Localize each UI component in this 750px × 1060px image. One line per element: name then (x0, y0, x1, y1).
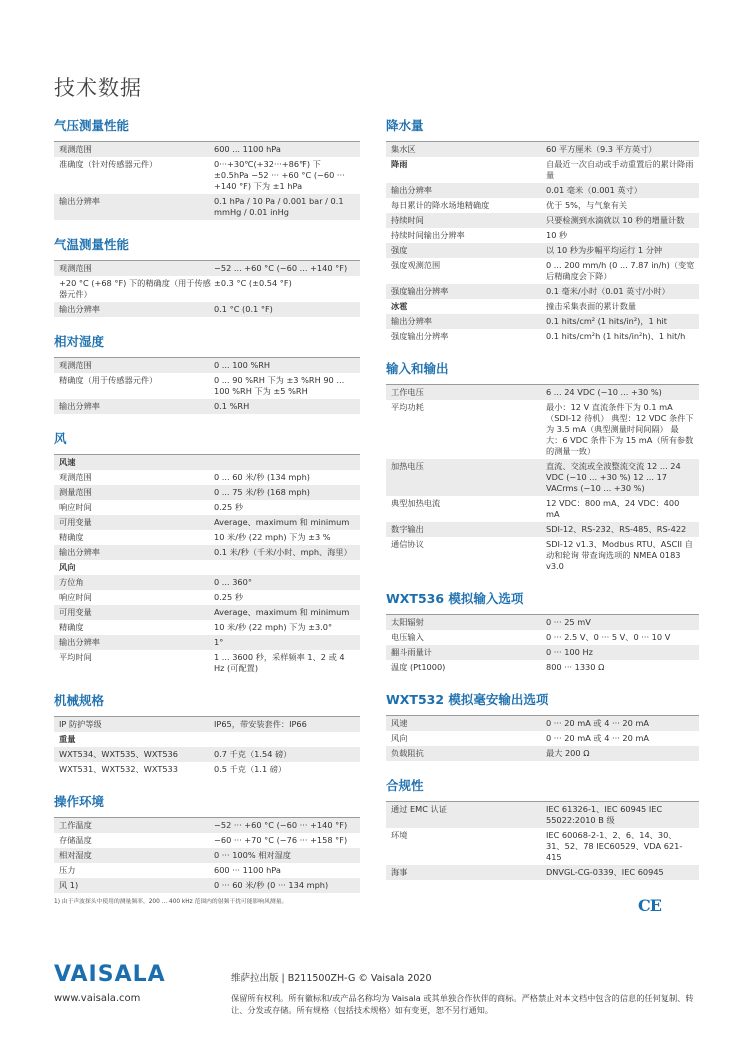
spec-row (386, 385, 699, 400)
spec-row (386, 828, 699, 865)
spec-label: 风 1) (59, 880, 79, 890)
spec-label: 负载阻抗 (391, 748, 424, 758)
page-title: 技术数据 (54, 76, 142, 100)
spec-label: 翻斗雨量计 (391, 647, 432, 657)
spec-label: 风速 (59, 457, 76, 467)
spec-value: 0···+30℃(+32···+86℉) 下 ±0.5hPa −52 ··· +60 °C (−60 ··· +140 °F) 下为 ±1 hPa (214, 159, 345, 191)
spec-label: 平均功耗 (391, 402, 424, 412)
spec-row (386, 329, 699, 344)
spec-value: 0 ··· 25 mV (546, 617, 591, 627)
spec-value: 800 ··· 1330 Ω (546, 662, 605, 672)
spec-value: IEC 60068-2-1、2、6、14、30、31、52、78 IEC60529、VDA 621-415 (546, 830, 683, 862)
spec-row (386, 157, 699, 183)
spec-label: 强度 (391, 245, 408, 255)
spec-label: 精确度（用于传感器元件） (59, 375, 158, 385)
spec-value: 12 VDC：800 mA、24 VDC：400 mA (546, 498, 680, 519)
spec-label: 可用变量 (59, 517, 92, 527)
precipitation-section (386, 118, 699, 344)
spec-value: 0.25 秒 (214, 502, 244, 512)
spec-row (54, 157, 360, 194)
spec-row (54, 500, 360, 515)
spec-row (386, 459, 699, 496)
spec-row (386, 213, 699, 228)
spec-label: 工作电压 (391, 387, 424, 397)
spec-value (214, 562, 360, 573)
spec-value: 0.1 °C (0.1 °F) (214, 304, 273, 314)
spec-label: 输出分辨率 (59, 304, 100, 314)
spec-value: 0 ... 200 mm/h (0 ... 7.87 in/h)（变宽后精确度会下降） (546, 260, 695, 281)
spec-row (386, 496, 699, 522)
spec-value (214, 734, 360, 745)
spec-value: 0 ... 360° (214, 577, 252, 587)
spec-row (54, 620, 360, 635)
spec-row (54, 455, 360, 470)
spec-label: 强度输出分辨率 (391, 331, 449, 341)
spec-value: 600 ... 1100 hPa (214, 144, 281, 154)
spec-value: 最小：12 V 直流条件下为 0.1 mA（SDI-12 待机） 典型：12 VDC 条件下为 3.5 mA（典型测量时间间隔） 最大：6 VDC 条件下为 15 mA（所有参数的测量一致） (546, 402, 694, 456)
spec-row (54, 276, 360, 302)
spec-row (386, 731, 699, 746)
vaisala-logo (54, 962, 166, 1004)
spec-label: 精确度 (59, 532, 84, 542)
spec-label: 观测范围 (59, 360, 92, 370)
compliance-section (386, 778, 699, 880)
spec-label: 精确度 (59, 622, 84, 632)
spec-row (386, 142, 699, 157)
spec-value: 0.1 毫米/小时（0.01 英寸/小时） (546, 286, 670, 296)
spec-label: 方位角 (59, 577, 84, 587)
spec-value: DNVGL-CG-0339、IEC 60945 (546, 867, 664, 877)
spec-row (54, 399, 360, 414)
spec-value: 0 ··· 2.5 V、0 ··· 5 V、0 ··· 10 V (546, 632, 671, 642)
section-heading: 输入和输出 (386, 361, 449, 376)
section-heading: 合规性 (386, 778, 424, 793)
spec-label: 通信协议 (391, 539, 424, 549)
spec-label: 准确度（针对传感器元件） (59, 159, 158, 169)
spec-label: 降雨 (391, 159, 408, 169)
spec-row (54, 530, 360, 545)
spec-row (54, 575, 360, 590)
spec-label: 电压输入 (391, 632, 424, 642)
analog-output-section (386, 692, 699, 761)
spec-value: 0.5 千克（1.1 磅） (214, 764, 287, 774)
spec-label: 压力 (59, 865, 76, 875)
spec-value: 0 ··· 100 Hz (546, 647, 593, 657)
spec-value: ±0.3 °C (±0.54 °F) (214, 278, 292, 288)
spec-label: 响应时间 (59, 502, 92, 512)
spec-value: 0.7 千克（1.54 磅） (214, 749, 292, 759)
analog-input-section (386, 591, 699, 675)
spec-value: 600 ··· 1100 hPa (214, 865, 281, 875)
spec-row (386, 645, 699, 660)
spec-row (54, 194, 360, 220)
environment-section (54, 794, 360, 906)
spec-value: −52 ... +60 °C (−60 ... +140 °F) (214, 263, 348, 273)
spec-value: IP65，带安装套件：IP66 (214, 719, 307, 729)
spec-value: 直流、交流或全波整流交流 12 ... 24 VDC (−10 ... +30 %) 12 ... 17 VACrms (−10 ... +30 %) (546, 461, 681, 493)
io-section (386, 361, 699, 574)
spec-row (386, 198, 699, 213)
spec-label: +20 °C (+68 °F) 下的精确度（用于传感器元件） (59, 278, 211, 299)
spec-value: 0.01 毫米（0.001 英寸） (546, 185, 642, 195)
spec-row (54, 635, 360, 650)
spec-row (54, 358, 360, 373)
spec-row (54, 878, 360, 893)
spec-row (54, 515, 360, 530)
spec-value: 最大 200 Ω (546, 748, 590, 758)
spec-label: 风向 (391, 733, 408, 743)
spec-value: 10 秒 (546, 230, 568, 240)
temperature-section (54, 237, 360, 317)
wind-section (54, 431, 360, 676)
spec-value: SDI-12 v1.3、Modbus RTU、ASCII 自动和轮询 带查询选项的 NMEA 0183 v3.0 (546, 539, 693, 571)
spec-label: 环境 (391, 830, 408, 840)
spec-row (54, 833, 360, 848)
legal-notice: 保留所有权利。所有徽标和/或产品名称均为 Vaisala 或其单独合作伙伴的商标。严格禁止对本文档中包含的信息的任何复制、转让、分发或存储。所有规格（包括技术规格）如有变更，恕不另行通知。 (231, 993, 694, 1015)
spec-label: WXT534、WXT535、WXT536 (59, 749, 178, 759)
spec-row (54, 545, 360, 560)
left-column (54, 118, 360, 923)
spec-row (386, 400, 699, 459)
spec-label: 输出分辨率 (59, 196, 100, 206)
spec-value: 0.1 hits/cm²h (1 hits/in²h)、1 hit/h (546, 331, 686, 341)
spec-row (54, 605, 360, 620)
spec-value: 0.1 米/秒（千米/小时、mph、海里） (214, 547, 352, 557)
spec-value: SDI-12、RS-232、RS-485、RS-422 (546, 524, 687, 534)
spec-value: IEC 61326-1、IEC 60945 IEC 55022:2010 B 级 (546, 804, 663, 825)
spec-value: 只要检测到水滴就以 10 秒的增量计数 (546, 215, 685, 225)
spec-row (386, 865, 699, 880)
spec-value: 0.25 秒 (214, 592, 244, 602)
spec-row (54, 373, 360, 399)
spec-value: 自最近一次自动或手动重置后的累计降雨量 (546, 159, 694, 180)
spec-row (386, 243, 699, 258)
spec-value: Average、maximum 和 minimum (214, 517, 350, 527)
spec-label: 每日累计的降水场地精确度 (391, 200, 490, 210)
section-heading: 气温测量性能 (54, 237, 130, 252)
spec-label: 观测范围 (59, 472, 92, 482)
spec-value: 0 ... 75 米/秒 (168 mph) (214, 487, 310, 497)
spec-value: 优于 5%，与气象有关 (546, 200, 628, 210)
footnote: 1) 由于声波探头中使用的测量频率，200 ... 400 kHz 范围内的射频干扰可能影响风测量。 (54, 899, 288, 905)
spec-value: 0.1 hits/cm² (1 hits/in²)，1 hit (546, 316, 668, 326)
spec-row (386, 228, 699, 243)
spec-label: 强度观测范围 (391, 260, 441, 270)
spec-label: 可用变量 (59, 607, 92, 617)
website-link[interactable]: www.vaisala.com (54, 993, 141, 1004)
spec-value: 撞击采集表面的累计数量 (546, 301, 637, 311)
spec-row (386, 660, 699, 675)
spec-row (54, 650, 360, 676)
spec-value: 6 ... 24 VDC (−10 ... +30 %) (546, 387, 662, 397)
spec-label: IP 防护等级 (59, 719, 102, 729)
section-heading: 相对湿度 (54, 334, 105, 349)
spec-row (386, 630, 699, 645)
spec-label: 响应时间 (59, 592, 92, 602)
section-heading: WXT536 模拟输入选项 (386, 591, 524, 606)
spec-label: 输出分辨率 (59, 547, 100, 557)
spec-label: 重量 (59, 734, 76, 744)
spec-label: 存储温度 (59, 835, 92, 845)
spec-label: 观测范围 (59, 144, 92, 154)
spec-label: 观测范围 (59, 263, 92, 273)
spec-row (386, 537, 699, 574)
spec-value: 以 10 秒为步幅平均运行 1 分钟 (546, 245, 663, 255)
spec-label: 工作温度 (59, 820, 92, 830)
spec-label: 海事 (391, 867, 408, 877)
spec-value: 0 ··· 20 mA 或 4 ··· 20 mA (546, 733, 650, 743)
spec-row (386, 802, 699, 828)
spec-row (54, 142, 360, 157)
spec-label: WXT531、WXT532、WXT533 (59, 764, 178, 774)
spec-value: 0 ... 60 米/秒 (134 mph) (214, 472, 310, 482)
spec-value: 0.1 %RH (214, 401, 250, 411)
spec-label: 输出分辨率 (59, 637, 100, 647)
section-heading: 操作环境 (54, 794, 105, 809)
spec-value: 0.1 hPa / 10 Pa / 0.001 bar / 0.1 mmHg / 0.01 inHg (214, 196, 344, 217)
spec-label: 测量范围 (59, 487, 92, 497)
spec-row (54, 818, 360, 833)
spec-row (386, 284, 699, 299)
ce-mark-logo: CE (638, 896, 661, 915)
spec-value: 0 ··· 100% 相对湿度 (214, 850, 291, 860)
section-heading: WXT532 模拟毫安输出选项 (386, 692, 549, 707)
spec-value: 0 ... 90 %RH 下为 ±3 %RH 90 ... 100 %RH 下为 ±5 %RH (214, 375, 345, 396)
spec-label: 典型加热电流 (391, 498, 441, 508)
spec-row (54, 747, 360, 762)
mechanical-section (54, 693, 360, 777)
section-heading: 机械规格 (54, 693, 105, 708)
spec-label: 相对湿度 (59, 850, 92, 860)
section-heading: 降水量 (386, 118, 424, 133)
spec-label: 温度 (Pt1000) (391, 662, 446, 672)
spec-row (54, 302, 360, 317)
spec-label: 风速 (391, 718, 408, 728)
spec-row (386, 258, 699, 284)
logo-wordmark: VAISALA (54, 962, 166, 987)
spec-row (54, 863, 360, 878)
section-heading: 风 (54, 431, 67, 446)
spec-row (386, 183, 699, 198)
spec-row (54, 261, 360, 276)
spec-label: 输出分辨率 (391, 185, 432, 195)
spec-label: 通过 EMC 认证 (391, 804, 447, 814)
spec-value: Average、maximum 和 minimum (214, 607, 350, 617)
spec-label: 冰雹 (391, 301, 408, 311)
spec-label: 强度输出分辨率 (391, 286, 449, 296)
spec-row (386, 299, 699, 314)
publication-id: 维萨拉出版 | B211500ZH-G © Vaisala 2020 (231, 973, 432, 984)
spec-value: 60 平方厘米（9.3 平方英寸） (546, 144, 657, 154)
spec-row (54, 848, 360, 863)
spec-value: 0 ··· 60 米/秒 (0 ··· 134 mph) (214, 880, 329, 890)
spec-value: 10 米/秒 (22 mph) 下为 ±3.0° (214, 622, 333, 632)
spec-row (54, 732, 360, 747)
spec-label: 持续时间 (391, 215, 424, 225)
spec-row (386, 615, 699, 630)
spec-row (386, 746, 699, 761)
spec-value: 1° (214, 637, 224, 647)
spec-label: 太阳辐射 (391, 617, 424, 627)
pressure-section (54, 118, 360, 220)
spec-value: 0 ... 100 %RH (214, 360, 271, 370)
spec-label: 加热电压 (391, 461, 424, 471)
spec-label: 输出分辨率 (391, 316, 432, 326)
spec-row (54, 470, 360, 485)
spec-row (54, 590, 360, 605)
spec-row (54, 762, 360, 777)
spec-row (54, 485, 360, 500)
spec-value (214, 457, 360, 468)
spec-row (54, 560, 360, 575)
spec-label: 持续时间输出分辨率 (391, 230, 465, 240)
spec-value: −60 ··· +70 °C (−76 ··· +158 °F) (214, 835, 348, 845)
humidity-section (54, 334, 360, 414)
spec-label: 数字输出 (391, 524, 424, 534)
right-column (386, 118, 699, 897)
spec-label: 输出分辨率 (59, 401, 100, 411)
spec-row (386, 716, 699, 731)
spec-label: 平均时间 (59, 652, 92, 662)
section-heading: 气压测量性能 (54, 118, 130, 133)
spec-value: 0 ··· 20 mA 或 4 ··· 20 mA (546, 718, 650, 728)
spec-row (54, 717, 360, 732)
spec-row (386, 314, 699, 329)
spec-label: 风向 (59, 562, 76, 572)
spec-row (386, 522, 699, 537)
spec-value: 10 米/秒 (22 mph) 下为 ±3 % (214, 532, 331, 542)
spec-value: −52 ··· +60 °C (−60 ··· +140 °F) (214, 820, 348, 830)
spec-label: 集水区 (391, 144, 416, 154)
spec-value: 1 ... 3600 秒，采样频率 1、2 或 4 Hz (可配置) (214, 652, 345, 673)
